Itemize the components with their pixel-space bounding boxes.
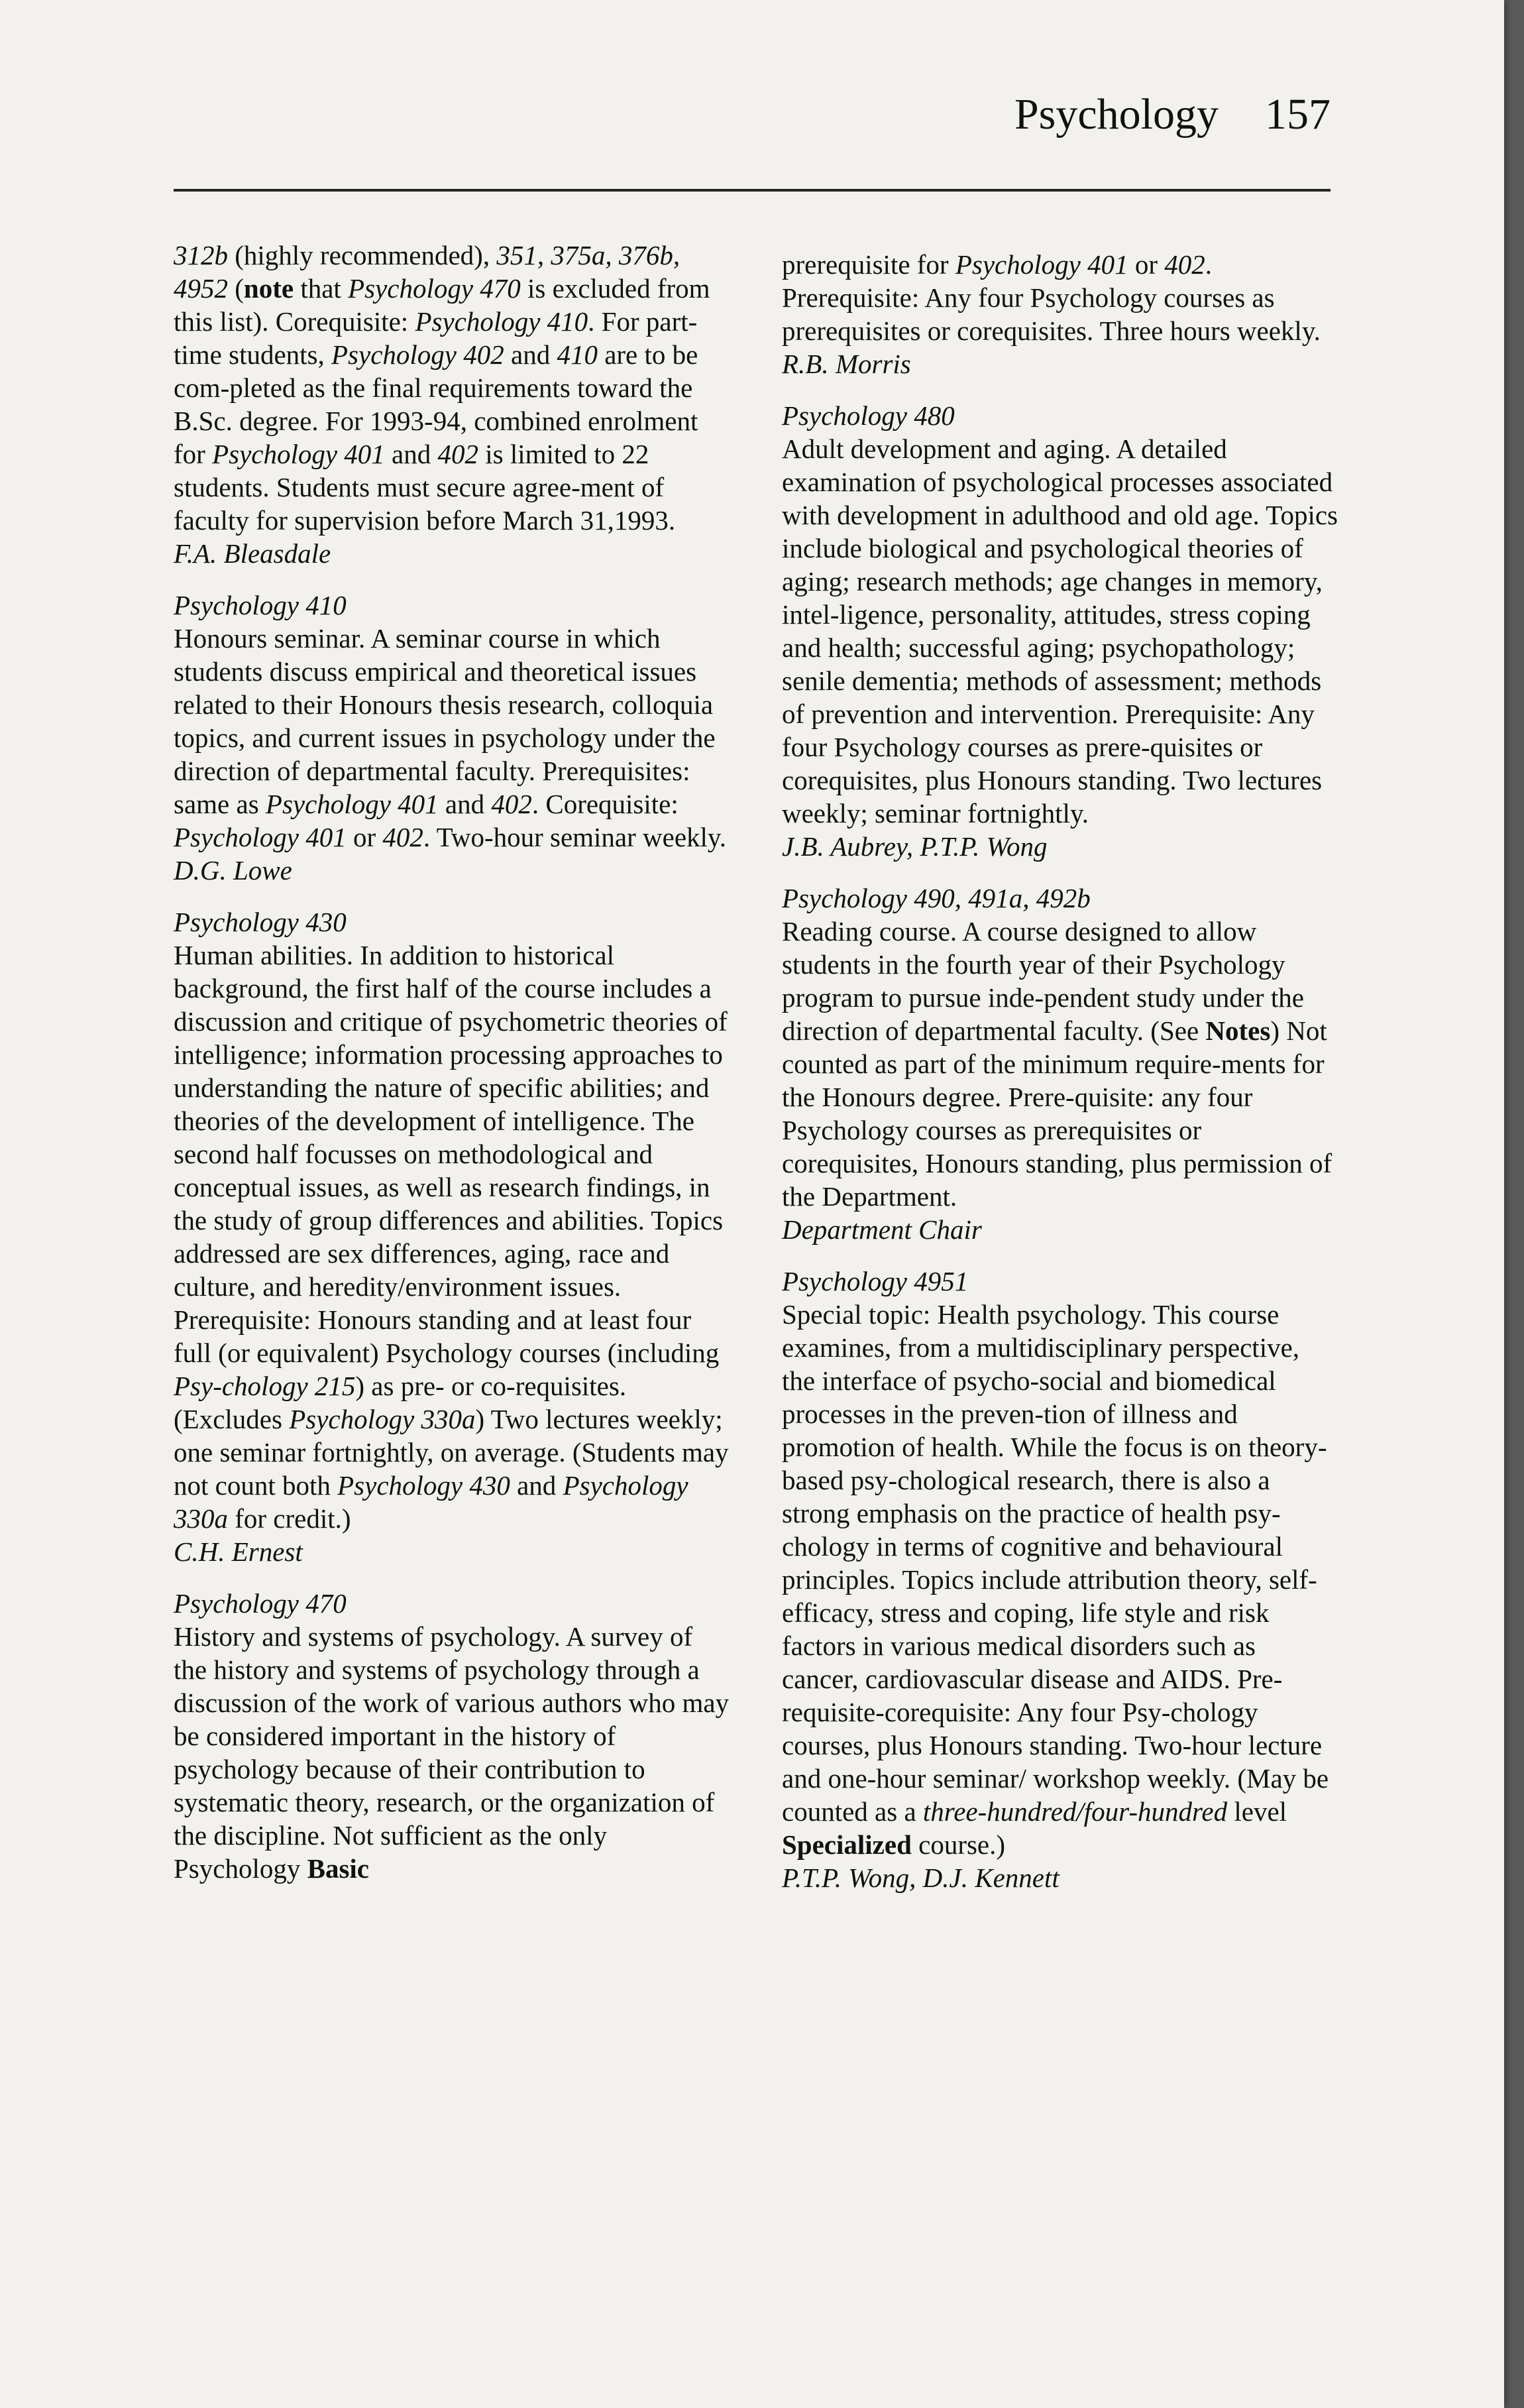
right-column [782, 248, 1338, 1894]
course-description: Adult development and aging. A detailed examination of psychological processes associated with development in adulthood and old age. Topics include biological and psychological theories of aging; research methods; age changes in memory, intel-ligence, personality, attitudes, stress coping and health; successful aging; psychopathology; senile dementia; methods of assessment; methods of prevention and intervention. Prerequisite: Any four Psychology courses as prere-quisites or corequisites, plus Honours standing. Two lectures weekly; seminar fortnightly. [782, 433, 1338, 829]
left-column [174, 239, 730, 1885]
course-code: Psychology 430 [174, 907, 347, 937]
course-description: Reading course. A course designed to allow students in the fourth year of their Psychology program to pursue inde-pendent study under the direction of departmental faculty. (See Notes) Not counted as part of the minimum require-ments for the Honours degree. Prere-quisite: any four Psychology courses as prerequisites or corequisites, Honours standing, plus permission of the Department. [782, 916, 1333, 1212]
course-description: History and systems of psychology. A survey of the history and systems of psychology through a discussion of the work of various authors who may be considered important in the history of psychology because of their contribution to systematic theory, research, or the organization of the discipline. Not sufficient as the only Psychology Basic [174, 1621, 730, 1884]
course-entry [782, 1265, 1338, 1894]
course-instructor: J.B. Aubrey, P.T.P. Wong [782, 831, 1048, 862]
course-entry [174, 1587, 730, 1885]
course-entry [782, 399, 1338, 863]
course-code: Psychology 410 [174, 590, 347, 620]
course-entry [174, 905, 730, 1568]
course-instructor: C.H. Ernest [174, 1536, 303, 1567]
page-number: 157 [1265, 90, 1331, 139]
course-list [174, 589, 730, 1885]
continued-text: prerequisite for Psychology 401 or 402. Prerequisite: Any four Psychology courses as prerequisites or corequisites. Three hours weekly. [782, 249, 1321, 346]
course-code: Psychology 470 [174, 1588, 347, 1619]
course-instructor: D.G. Lowe [174, 855, 292, 886]
course-instructor: Department Chair [782, 1214, 982, 1245]
course-description: Special topic: Health psychology. This course examines, from a multidisciplinary perspective, the interface of psycho-social and biomedical processes in the preven-tion of illness and promotion of health. While the focus is on theory-based psy-chological research, there is also a strong emphasis on the practice of health psy-chology in terms of cognitive and behavioural principles. Topics include attribution theory, self-efficacy, stress and coping, life style and risk factors in various medical disorders such as cancer, cardiovascular disease and AIDS. Pre-requisite-corequisite: Any four Psy-chology courses, plus Honours standing. Two-hour lecture and one-hour seminar/ workshop weekly. (May be counted as a three-hundred/four-hundred level Specialized course.) [782, 1299, 1329, 1860]
course-list [782, 399, 1338, 1894]
course-instructor: P.T.P. Wong, D.J. Kennett [782, 1863, 1060, 1893]
course-code: Psychology 490, 491a, 492b [782, 883, 1091, 913]
course-code: Psychology 480 [782, 400, 955, 431]
course-code: Psychology 4951 [782, 1266, 969, 1296]
running-header [1014, 90, 1331, 139]
course-entry [174, 589, 730, 887]
course-entry [782, 882, 1338, 1246]
course-description: Honours seminar. A seminar course in which students discuss empirical and theoretical issues related to their Honours thesis research, colloquia topics, and current issues in psychology under the direction of departmental faculty. Prerequisites: same as Psychology 401 and 402. Corequisite: Psychology 401 or 402. Two-hour seminar weekly. [174, 623, 727, 852]
header-rule [174, 189, 1331, 192]
course-instructor: R.B. Morris [782, 349, 911, 379]
continued-text: 312b (highly recommended), 351, 375a, 376b, 4952 (note that Psychology 470 is excluded from this list). Corequisite: Psychology 410. For part-time students, Psychology 402 and 410 are to be com-pleted as the final requirements toward the B.Sc. degree. For 1993-94, combined enrolment for Psychology 401 and 402 is limited to 22 students. Students must secure agree-ment of faculty for supervision before March 31,1993. [174, 240, 710, 536]
header-section: Psychology [1014, 90, 1219, 139]
course-description: Human abilities. In addition to historical background, the first half of the course includes a discussion and critique of psychometric theories of intelligence; information processing approaches to understanding the nature of specific abilities; and theories of the development of intelligence. The second half focusses on methodological and conceptual issues, as well as research findings, in the study of group differences and abilities. Topics addressed are sex differences, aging, race and culture, and heredity/environment issues. Prerequisite: Honours standing and at least four full (or equivalent) Psychology courses (including Psy-chology 215) as pre- or co-requisites. (Excludes Psychology 330a) Two lectures weekly; one seminar fortnightly, on average. (Students may not count both Psychology 430 and Psychology 330a for credit.) [174, 940, 729, 1534]
course-instructor: F.A. Bleasdale [174, 538, 331, 569]
